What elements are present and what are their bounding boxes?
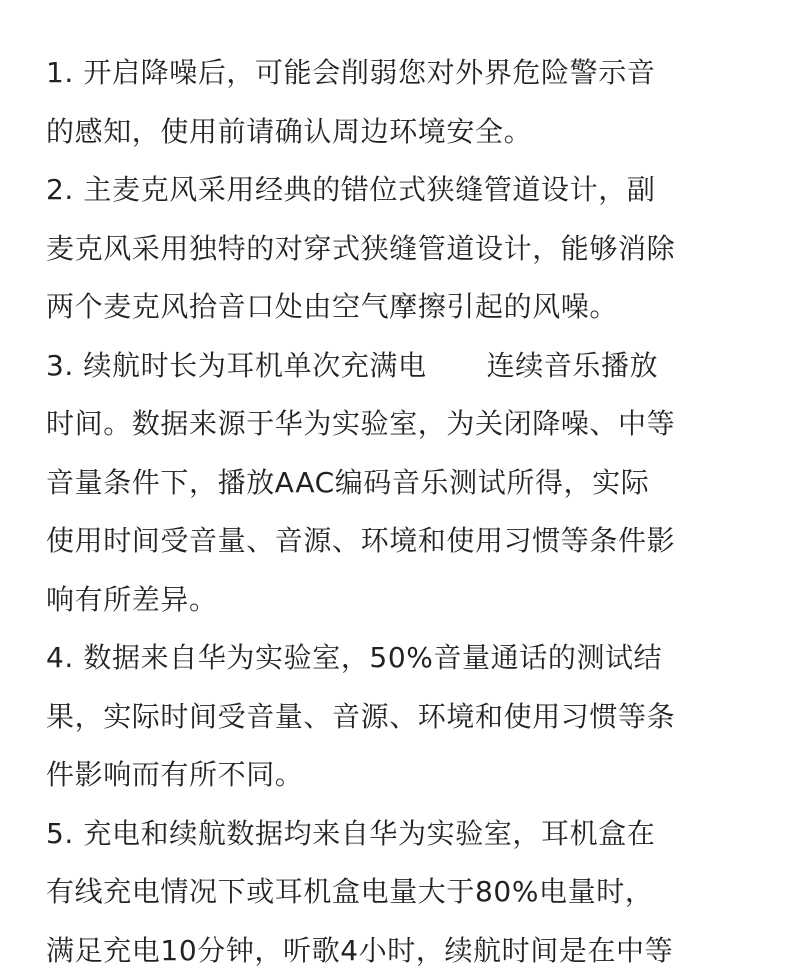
note-1-line-1: 1. 开启降噪后，可能会削弱您对外界危险警示音 bbox=[46, 44, 766, 103]
note-3-line-3: 音量条件下，播放AAC编码音乐测试所得，实际 bbox=[46, 454, 766, 513]
note-3-line-1-end: 连续音乐播放 bbox=[487, 349, 659, 382]
note-3-line-2: 时间。数据来源于华为实验室，为关闭降噪、中等 bbox=[46, 395, 766, 454]
note-2-line-3: 两个麦克风拾音口处由空气摩擦引起的风噪。 bbox=[46, 278, 766, 337]
note-4 bbox=[46, 629, 766, 805]
note-1-line-2: 的感知，使用前请确认周边环境安全。 bbox=[46, 103, 766, 162]
note-2-line-1: 2. 主麦克风采用经典的错位式狭缝管道设计，副 bbox=[46, 161, 766, 220]
note-2 bbox=[46, 161, 766, 337]
note-4-line-3: 件影响而有所不同。 bbox=[46, 746, 766, 805]
note-5-line-3: 满足充电10分钟，听歌4小时，续航时间是在中等 bbox=[46, 922, 766, 980]
note-4-line-2: 果，实际时间受音量、音源、环境和使用习惯等条 bbox=[46, 688, 766, 747]
note-3-line-4: 使用时间受音量、音源、环境和使用习惯等条件影 bbox=[46, 512, 766, 571]
note-3-line-5: 响有所差异。 bbox=[46, 571, 766, 630]
note-5-line-2: 有线充电情况下或耳机盒电量大于80%电量时， bbox=[46, 863, 766, 922]
note-1 bbox=[46, 44, 766, 161]
footnotes-document bbox=[46, 44, 766, 980]
note-3-line-1 bbox=[46, 337, 766, 396]
note-4-line-1: 4. 数据来自华为实验室，50%音量通话的测试结 bbox=[46, 629, 766, 688]
note-3-line-1-start: 3. 续航时长为耳机单次充满电 bbox=[46, 349, 427, 382]
note-3 bbox=[46, 337, 766, 630]
note-5-line-1: 5. 充电和续航数据均来自华为实验室，耳机盒在 bbox=[46, 805, 766, 864]
note-5 bbox=[46, 805, 766, 980]
note-2-line-2: 麦克风采用独特的对穿式狭缝管道设计，能够消除 bbox=[46, 220, 766, 279]
